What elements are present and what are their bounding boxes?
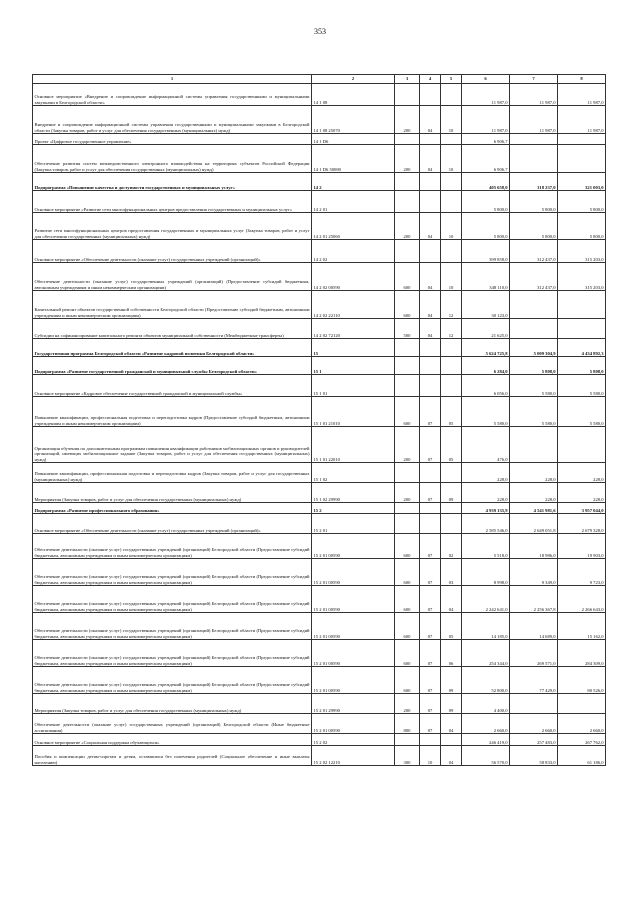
subsection-code bbox=[441, 339, 462, 357]
amount-year-3: 5 800,0 bbox=[558, 191, 606, 213]
table-row bbox=[33, 694, 606, 714]
section-code: 07 bbox=[420, 483, 441, 503]
amount-year-1: 2 242 641,0 bbox=[462, 586, 510, 613]
section-code: 07 bbox=[420, 586, 441, 613]
row-name: Подпрограмма «Развитие государственной гражданской и муниципальной службы Белгородской области» bbox=[33, 357, 312, 375]
row-name: Обеспечение деятельности (оказание услуг) государственных учреждений (организаций) (Предоставление субсидий бюджетным, автономным учреждениям и иным некоммерческим организациям) bbox=[33, 263, 312, 291]
row-name: Организация обучения по дополнительным программам повышения квалификации работников мобилизационных органов и руководителей организаций, имеющих мобилизационное задание (Закупка товаров, работ и услуг для обеспечения государственных (муниципальных) нужд) bbox=[33, 427, 312, 463]
row-name: Обеспечение деятельности (оказание услуг) государственных учреждений (организаций) Белгородской области (Предоставление субсидий бюджетным, автономным учреждениям и иным некоммерческим организациям) bbox=[33, 559, 312, 586]
amount-year-1: 5 580,0 bbox=[462, 397, 510, 427]
amount-year-3: 228,0 bbox=[558, 483, 606, 503]
subsection-code bbox=[441, 134, 462, 145]
row-name: Обеспечение развития систем межведомственного электронного взаимодействия на территориях субъектов Российской Федерации (Закупка товаров, работ и услуг для обеспечения государственных (муниципальных) нужд) bbox=[33, 145, 312, 173]
amount-year-3: 5 580,0 bbox=[558, 375, 606, 397]
column-header: 4 bbox=[420, 75, 441, 84]
subsection-code bbox=[441, 375, 462, 397]
row-name: Основное мероприятие «Развитие сети многофункциональных центров предоставления государственных и муниципальных услуг» bbox=[33, 191, 312, 213]
subsection-code: 04 bbox=[441, 746, 462, 766]
amount-year-2: 58 833,0 bbox=[510, 746, 558, 766]
table-row bbox=[33, 263, 606, 291]
section-code bbox=[420, 240, 441, 263]
target-code: 15 2 01 00590 bbox=[312, 667, 395, 694]
amount-year-1: 246 419,0 bbox=[462, 734, 510, 746]
table-row bbox=[33, 613, 606, 640]
row-name: Обеспечение деятельности (оказание услуг) государственных учреждений (организаций) Белгородской области (Предоставление субсидий бюджетным, автономным учреждениям и иным некоммерческим организациям) bbox=[33, 613, 312, 640]
target-code: 15 1 02 29990 bbox=[312, 483, 395, 503]
subsection-code bbox=[441, 173, 462, 191]
amount-year-1: 2 660,0 bbox=[462, 714, 510, 734]
expense-type: 200 bbox=[395, 106, 420, 134]
subsection-code: 02 bbox=[441, 534, 462, 559]
expense-type: 500 bbox=[395, 319, 420, 339]
expense-type bbox=[395, 357, 420, 375]
expense-type bbox=[395, 134, 420, 145]
amount-year-1: 11 987,0 bbox=[462, 84, 510, 106]
amount-year-1: 228,0 bbox=[462, 483, 510, 503]
target-code: 15 bbox=[312, 339, 395, 357]
budget-table bbox=[32, 74, 606, 766]
row-name: Мероприятия (Закупка товаров, работ и услуг для обеспечения государственных (муниципальных) нужд) bbox=[33, 694, 312, 714]
amount-year-2 bbox=[510, 145, 558, 173]
subsection-code bbox=[441, 514, 462, 534]
subsection-code: 10 bbox=[441, 106, 462, 134]
expense-type: 600 bbox=[395, 667, 420, 694]
amount-year-3: 267 762,0 bbox=[558, 734, 606, 746]
amount-year-1: 30 123,0 bbox=[462, 291, 510, 319]
table-row bbox=[33, 145, 606, 173]
amount-year-2: 228,0 bbox=[510, 483, 558, 503]
amount-year-1: 5 800,0 bbox=[462, 213, 510, 240]
amount-year-1: 348 110,0 bbox=[462, 263, 510, 291]
expense-type: 200 bbox=[395, 213, 420, 240]
table-row bbox=[33, 191, 606, 213]
amount-year-1: 476,0 bbox=[462, 427, 510, 463]
row-name: Основное мероприятие «Обеспечение деятельности (оказание услуг) государственных учреждений (организаций)» bbox=[33, 240, 312, 263]
expense-type: 200 bbox=[395, 145, 420, 173]
section-code: 04 bbox=[420, 106, 441, 134]
table-row bbox=[33, 173, 606, 191]
amount-year-2 bbox=[510, 134, 558, 145]
target-code: 15 1 02 bbox=[312, 463, 395, 483]
amount-year-3: 11 987,0 bbox=[558, 84, 606, 106]
row-name: Обеспечение деятельности (оказание услуг) государственных учреждений (организаций) Белгородской области (Иные бюджетные ассигнования) bbox=[33, 714, 312, 734]
subsection-code: 09 bbox=[441, 694, 462, 714]
table-row bbox=[33, 586, 606, 613]
table-row bbox=[33, 559, 606, 586]
amount-year-1: 2 585 546,0 bbox=[462, 514, 510, 534]
subsection-code: 05 bbox=[441, 613, 462, 640]
amount-year-2 bbox=[510, 694, 558, 714]
table-row bbox=[33, 291, 606, 319]
amount-year-3: 4 434 892,3 bbox=[558, 339, 606, 357]
amount-year-2 bbox=[510, 291, 558, 319]
page-number: 353 bbox=[314, 27, 326, 36]
table-row bbox=[33, 213, 606, 240]
expense-type bbox=[395, 463, 420, 483]
amount-year-3: 321 003,0 bbox=[558, 173, 606, 191]
subsection-code bbox=[441, 503, 462, 514]
amount-year-2 bbox=[510, 427, 558, 463]
table-row bbox=[33, 667, 606, 694]
section-code: 04 bbox=[420, 213, 441, 240]
expense-type bbox=[395, 734, 420, 746]
row-name: Основное мероприятие «Социальная поддержка обучающихся» bbox=[33, 734, 312, 746]
target-code: 14 2 01 25060 bbox=[312, 213, 395, 240]
amount-year-1: 5 800,0 bbox=[462, 191, 510, 213]
column-header: 7 bbox=[510, 75, 558, 84]
row-name: Обеспечение деятельности (оказание услуг) государственных учреждений (организаций) Белгородской области (Предоставление субсидий бюджетным, автономным учреждениям и иным некоммерческим организациям) bbox=[33, 667, 312, 694]
column-header: 8 bbox=[558, 75, 606, 84]
amount-year-2: 257 483,0 bbox=[510, 734, 558, 746]
row-name: Капитальный ремонт объектов государственной собственности Белгородской области (Предоставление субсидий бюджетным, автономным учреждениям и иным некоммерческим организациям) bbox=[33, 291, 312, 319]
section-code bbox=[420, 514, 441, 534]
amount-year-3 bbox=[558, 427, 606, 463]
row-name: Обеспечение деятельности (оказание услуг) государственных учреждений (организаций) Белгородской области (Предоставление субсидий бюджетным, автономным учреждениям и иным некоммерческим организациям) bbox=[33, 640, 312, 667]
amount-year-3: 3 957 044,0 bbox=[558, 503, 606, 514]
target-code: 15 2 01 bbox=[312, 514, 395, 534]
subsection-code: 03 bbox=[441, 559, 462, 586]
subsection-code: 04 bbox=[441, 714, 462, 734]
amount-year-2: 18 986,0 bbox=[510, 534, 558, 559]
amount-year-3: 80 526,0 bbox=[558, 667, 606, 694]
section-code: 04 bbox=[420, 291, 441, 319]
amount-year-3: 5 808,0 bbox=[558, 357, 606, 375]
table-row bbox=[33, 339, 606, 357]
amount-year-3: 2 266 643,0 bbox=[558, 586, 606, 613]
row-name: Проект «Цифровое государственное управление» bbox=[33, 134, 312, 145]
expense-type: 600 bbox=[395, 534, 420, 559]
amount-year-3: 228,0 bbox=[558, 463, 606, 483]
target-code: 15 1 01 21010 bbox=[312, 397, 395, 427]
column-header: 3 bbox=[395, 75, 420, 84]
row-name: Подпрограмма «Развитие профессионального образования» bbox=[33, 503, 312, 514]
amount-year-2: 4 541 981,6 bbox=[510, 503, 558, 514]
amount-year-3: 315 203,0 bbox=[558, 263, 606, 291]
amount-year-2: 2 660,0 bbox=[510, 714, 558, 734]
row-name: Внедрение и сопровождение информационной системы управления государственными и муниципальными закупками в Белгородской области (Закупка товаров, работ и услуг для обеспечения государственных (муниципальных) нужд) bbox=[33, 106, 312, 134]
amount-year-1: 14 185,0 bbox=[462, 613, 510, 640]
section-code: 07 bbox=[420, 694, 441, 714]
row-name: Подпрограмма «Повышение качества и доступности государственных и муниципальных услуг» bbox=[33, 173, 312, 191]
expense-type: 800 bbox=[395, 714, 420, 734]
amount-year-3: 11 987,0 bbox=[558, 106, 606, 134]
table-row bbox=[33, 397, 606, 427]
table-row bbox=[33, 240, 606, 263]
subsection-code: 10 bbox=[441, 263, 462, 291]
table-row bbox=[33, 375, 606, 397]
subsection-code: 10 bbox=[441, 213, 462, 240]
section-code bbox=[420, 84, 441, 106]
row-name: Субсидии на софинансирование капитального ремонта объектов муниципальной собственности (Межбюджетные трансферты) bbox=[33, 319, 312, 339]
amount-year-1: 254 344,0 bbox=[462, 640, 510, 667]
amount-year-2 bbox=[510, 319, 558, 339]
amount-year-1: 5 518,0 bbox=[462, 534, 510, 559]
amount-year-3: 9 723,0 bbox=[558, 559, 606, 586]
section-code: 07 bbox=[420, 559, 441, 586]
amount-year-2: 318 237,0 bbox=[510, 173, 558, 191]
expense-type: 600 bbox=[395, 613, 420, 640]
section-code bbox=[420, 173, 441, 191]
expense-type bbox=[395, 191, 420, 213]
expense-type: 200 bbox=[395, 427, 420, 463]
column-header: 5 bbox=[441, 75, 462, 84]
target-code: 14 1 D6 50080 bbox=[312, 145, 395, 173]
table-row bbox=[33, 514, 606, 534]
subsection-code: 10 bbox=[441, 145, 462, 173]
subsection-code: 12 bbox=[441, 291, 462, 319]
amount-year-2: 312 437,0 bbox=[510, 263, 558, 291]
expense-type: 600 bbox=[395, 586, 420, 613]
target-code: 15 2 01 00590 bbox=[312, 613, 395, 640]
expense-type bbox=[395, 173, 420, 191]
section-code: 10 bbox=[420, 746, 441, 766]
amount-year-2: 5 800,0 bbox=[510, 191, 558, 213]
target-code: 15 1 01 bbox=[312, 375, 395, 397]
column-header: 2 bbox=[312, 75, 395, 84]
section-code bbox=[420, 375, 441, 397]
amount-year-2: 5 009 304,9 bbox=[510, 339, 558, 357]
amount-year-1: 228,0 bbox=[462, 463, 510, 483]
subsection-code bbox=[441, 734, 462, 746]
expense-type bbox=[395, 84, 420, 106]
subsection-code bbox=[441, 357, 462, 375]
amount-year-1: 6 284,0 bbox=[462, 357, 510, 375]
table-header-row bbox=[33, 75, 606, 84]
amount-year-2: 312 437,0 bbox=[510, 240, 558, 263]
amount-year-3 bbox=[558, 694, 606, 714]
expense-type: 600 bbox=[395, 291, 420, 319]
amount-year-3: 284 309,0 bbox=[558, 640, 606, 667]
target-code: 15 2 01 00590 bbox=[312, 559, 395, 586]
target-code: 15 2 01 00590 bbox=[312, 640, 395, 667]
expense-type bbox=[395, 339, 420, 357]
table-row bbox=[33, 134, 606, 145]
amount-year-3: 2 660,0 bbox=[558, 714, 606, 734]
column-header: 1 bbox=[33, 75, 312, 84]
subsection-code: 05 bbox=[441, 397, 462, 427]
expense-type: 600 bbox=[395, 640, 420, 667]
target-code: 15 2 01 00590 bbox=[312, 714, 395, 734]
section-code: 04 bbox=[420, 263, 441, 291]
section-code: 07 bbox=[420, 714, 441, 734]
amount-year-1: 4 400,0 bbox=[462, 694, 510, 714]
amount-year-2: 5 580,0 bbox=[510, 375, 558, 397]
amount-year-3: 61 186,0 bbox=[558, 746, 606, 766]
table-row bbox=[33, 463, 606, 483]
row-name: Мероприятия (Закупка товаров, работ и услуг для обеспечения государственных (муниципальных) нужд) bbox=[33, 483, 312, 503]
amount-year-1: 56 570,0 bbox=[462, 746, 510, 766]
amount-year-3: 5 580,0 bbox=[558, 397, 606, 427]
amount-year-2: 5 580,0 bbox=[510, 397, 558, 427]
table-row bbox=[33, 640, 606, 667]
amount-year-2: 269 571,0 bbox=[510, 640, 558, 667]
amount-year-3 bbox=[558, 319, 606, 339]
expense-type bbox=[395, 375, 420, 397]
section-code bbox=[420, 503, 441, 514]
target-code: 14 1 D6 bbox=[312, 134, 395, 145]
amount-year-2: 5 808,0 bbox=[510, 357, 558, 375]
subsection-code: 09 bbox=[441, 667, 462, 694]
section-code: 07 bbox=[420, 534, 441, 559]
amount-year-2: 5 800,0 bbox=[510, 213, 558, 240]
target-code: 15 2 01 29990 bbox=[312, 694, 395, 714]
amount-year-3: 19 903,0 bbox=[558, 534, 606, 559]
target-code: 15 1 01 22010 bbox=[312, 427, 395, 463]
subsection-code: 05 bbox=[441, 427, 462, 463]
amount-year-1: 4 939 135,9 bbox=[462, 503, 510, 514]
amount-year-2: 77 429,0 bbox=[510, 667, 558, 694]
subsection-code bbox=[441, 84, 462, 106]
target-code: 15 1 bbox=[312, 357, 395, 375]
table-row bbox=[33, 106, 606, 134]
amount-year-2: 9 349,0 bbox=[510, 559, 558, 586]
table-row bbox=[33, 503, 606, 514]
amount-year-1: 6 906,7 bbox=[462, 145, 510, 173]
subsection-code bbox=[441, 463, 462, 483]
section-code bbox=[420, 339, 441, 357]
target-code: 14 2 bbox=[312, 173, 395, 191]
row-name: Пособия и компенсации детям-сиротам и детям, оставшимся без попечения родителей (Социальное обеспечение и иные выплаты населению) bbox=[33, 746, 312, 766]
expense-type bbox=[395, 503, 420, 514]
amount-year-3 bbox=[558, 145, 606, 173]
expense-type bbox=[395, 514, 420, 534]
amount-year-1: 8 998,0 bbox=[462, 559, 510, 586]
amount-year-3 bbox=[558, 134, 606, 145]
expense-type: 600 bbox=[395, 559, 420, 586]
amount-year-2: 14 689,0 bbox=[510, 613, 558, 640]
amount-year-2: 11 987,0 bbox=[510, 84, 558, 106]
section-code bbox=[420, 357, 441, 375]
expense-type bbox=[395, 240, 420, 263]
expense-type: 600 bbox=[395, 263, 420, 291]
target-code: 15 2 02 bbox=[312, 734, 395, 746]
target-code: 14 1 08 25070 bbox=[312, 106, 395, 134]
amount-year-1: 405 658,0 bbox=[462, 173, 510, 191]
amount-year-2: 2 649 051,8 bbox=[510, 514, 558, 534]
amount-year-1: 5 624 725,8 bbox=[462, 339, 510, 357]
row-name: Основное мероприятие «Внедрение и сопровождение информационной системы управления государственными и муниципальными закупками в Белгородской области» bbox=[33, 84, 312, 106]
section-code bbox=[420, 463, 441, 483]
amount-year-3: 315 203,0 bbox=[558, 240, 606, 263]
section-code bbox=[420, 191, 441, 213]
table-row bbox=[33, 319, 606, 339]
subsection-code bbox=[441, 240, 462, 263]
table-row bbox=[33, 534, 606, 559]
table-row bbox=[33, 427, 606, 463]
amount-year-3: 5 800,0 bbox=[558, 213, 606, 240]
target-code: 15 2 02 12210 bbox=[312, 746, 395, 766]
target-code: 15 2 bbox=[312, 503, 395, 514]
target-code: 15 2 01 00590 bbox=[312, 534, 395, 559]
section-code: 07 bbox=[420, 427, 441, 463]
amount-year-1: 11 987,0 bbox=[462, 106, 510, 134]
amount-year-1: 6 906,7 bbox=[462, 134, 510, 145]
amount-year-1: 21 625,0 bbox=[462, 319, 510, 339]
row-name: Обеспечение деятельности (оказание услуг) государственных учреждений (организаций) Белгородской области (Предоставление субсидий бюджетным, автономным учреждениям и иным некоммерческим организациям) bbox=[33, 586, 312, 613]
table-row bbox=[33, 746, 606, 766]
section-code bbox=[420, 734, 441, 746]
row-name: Обеспечение деятельности (оказание услуг) государственных учреждений (организаций) Белгородской области (Предоставление субсидий бюджетным, автономным учреждениям и иным некоммерческим организациям) bbox=[33, 534, 312, 559]
table-body bbox=[33, 84, 606, 766]
table-row bbox=[33, 84, 606, 106]
row-name: Повышение квалификации, профессиональная подготовка и переподготовка кадров (Закупка товаров, работ и услуг для государственных (муниципальных) нужд) bbox=[33, 463, 312, 483]
target-code: 14 2 01 bbox=[312, 191, 395, 213]
column-header: 6 bbox=[462, 75, 510, 84]
amount-year-1: 399 858,0 bbox=[462, 240, 510, 263]
target-code: 14 2 02 00590 bbox=[312, 263, 395, 291]
table-row bbox=[33, 483, 606, 503]
target-code: 15 2 01 00590 bbox=[312, 586, 395, 613]
amount-year-3 bbox=[558, 291, 606, 319]
section-code bbox=[420, 134, 441, 145]
subsection-code bbox=[441, 191, 462, 213]
expense-type: 200 bbox=[395, 694, 420, 714]
amount-year-2: 2 256 367,8 bbox=[510, 586, 558, 613]
section-code: 07 bbox=[420, 667, 441, 694]
row-name: Основное мероприятие «Кадровое обеспечение государственной гражданской и муниципальной службы» bbox=[33, 375, 312, 397]
section-code: 07 bbox=[420, 397, 441, 427]
subsection-code: 09 bbox=[441, 483, 462, 503]
table-row bbox=[33, 357, 606, 375]
amount-year-3: 2 679 328,0 bbox=[558, 514, 606, 534]
row-name: Государственная программа Белгородской области «Развитие кадровой политики Белгородской области» bbox=[33, 339, 312, 357]
target-code: 14 2 02 bbox=[312, 240, 395, 263]
expense-type: 300 bbox=[395, 746, 420, 766]
table-row bbox=[33, 734, 606, 746]
subsection-code: 04 bbox=[441, 586, 462, 613]
target-code: 14 1 08 bbox=[312, 84, 395, 106]
target-code: 14 2 02 22110 bbox=[312, 291, 395, 319]
row-name: Основное мероприятие «Обеспечение деятельности (оказание услуг) государственных учреждений (организаций)» bbox=[33, 514, 312, 534]
section-code: 07 bbox=[420, 640, 441, 667]
amount-year-1: 52 800,0 bbox=[462, 667, 510, 694]
row-name: Повышение квалификации, профессиональная подготовка и переподготовка кадров (Предоставление субсидий бюджетным, автономным учреждениям и иным некоммерческим организациям) bbox=[33, 397, 312, 427]
target-code: 14 2 02 72120 bbox=[312, 319, 395, 339]
amount-year-2: 228,0 bbox=[510, 463, 558, 483]
amount-year-1: 6 056,0 bbox=[462, 375, 510, 397]
amount-year-3: 15 162,0 bbox=[558, 613, 606, 640]
row-name: Развитие сети многофункциональных центров предоставления государственных и муниципальных услуг (Закупка товаров, работ и услуг для обеспечения государственных (муниципальных) нужд) bbox=[33, 213, 312, 240]
table-row bbox=[33, 714, 606, 734]
subsection-code: 06 bbox=[441, 640, 462, 667]
section-code: 04 bbox=[420, 145, 441, 173]
section-code: 04 bbox=[420, 319, 441, 339]
amount-year-2: 11 987,0 bbox=[510, 106, 558, 134]
section-code: 07 bbox=[420, 613, 441, 640]
expense-type: 200 bbox=[395, 483, 420, 503]
expense-type: 600 bbox=[395, 397, 420, 427]
subsection-code: 12 bbox=[441, 319, 462, 339]
